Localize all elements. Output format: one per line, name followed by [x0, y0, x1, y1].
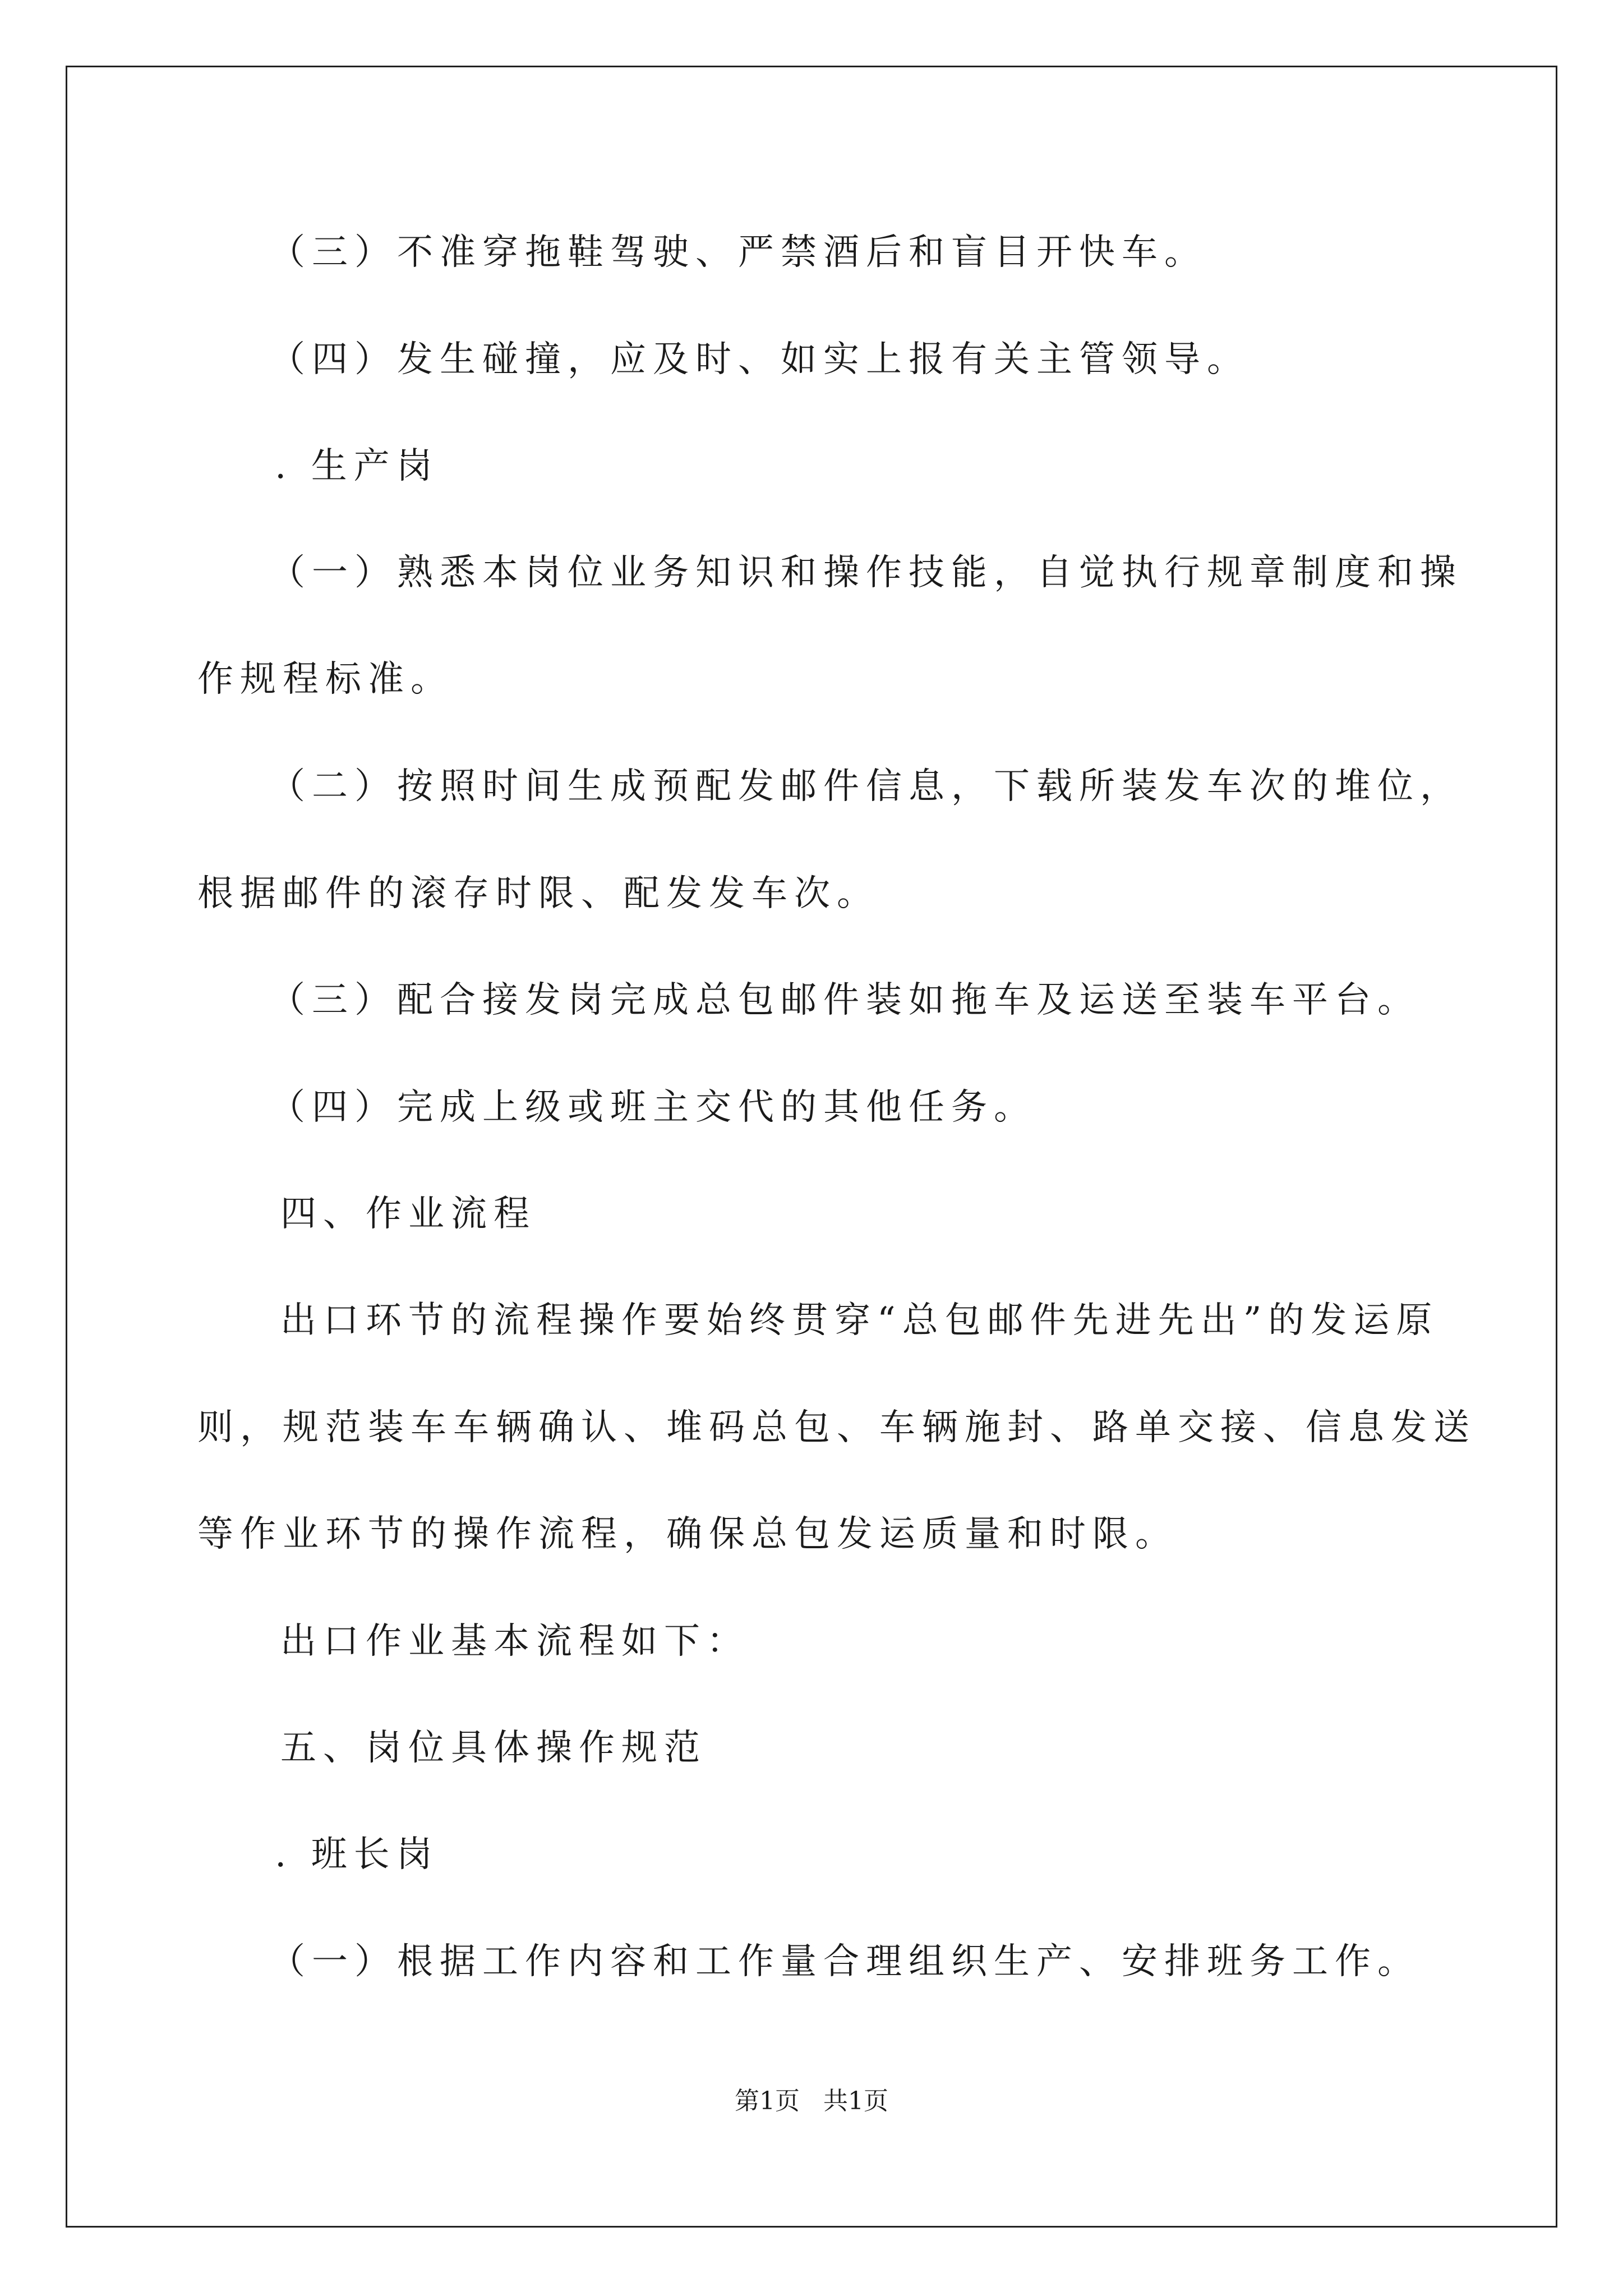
section-heading: . 班长岗: [275, 1834, 439, 1875]
text-line: 出口环节的流程操作要始终贯穿“总包邮件先进先出”的发运原: [280, 1300, 1439, 1341]
text-line: （三）不准穿拖鞋驾驶、严禁酒后和盲目开快车。: [269, 232, 1207, 273]
text-line: 等作业环节的操作流程，确保总包发运质量和时限。: [197, 1513, 1178, 1555]
text-line: 作规程标准。: [197, 659, 453, 700]
text-line: 出口作业基本流程如下：: [280, 1621, 749, 1662]
text-line: （二）按照时间生成预配发邮件信息，下载所装发车次的堆位，: [269, 766, 1463, 807]
text-line: （四）发生碰撞，应及时、如实上报有关主管领导。: [269, 339, 1249, 380]
text-line: （一）熟悉本岗位业务知识和操作技能，自觉执行规章制度和操: [269, 552, 1463, 593]
section-heading: 四、作业流程: [280, 1193, 536, 1235]
text-line: （三）配合接发岗完成总包邮件装如拖车及运送至装车平台。: [269, 979, 1420, 1021]
text-line: 根据邮件的滚存时限、配发发车次。: [197, 873, 879, 914]
section-heading: 五、岗位具体操作规范: [280, 1727, 707, 1769]
text-line: （一）根据工作内容和工作量合理组织生产、安排班务工作。: [269, 1941, 1420, 1982]
page-footer: 第1页 共1页: [735, 2087, 888, 2115]
section-heading: . 生产岗: [275, 445, 439, 487]
text-line: （四）完成上级或班主交代的其他任务。: [269, 1087, 1036, 1128]
text-line: 则，规范装车车辆确认、堆码总包、车辆施封、路单交接、信息发送: [197, 1407, 1476, 1448]
page-border: [66, 66, 1557, 2228]
